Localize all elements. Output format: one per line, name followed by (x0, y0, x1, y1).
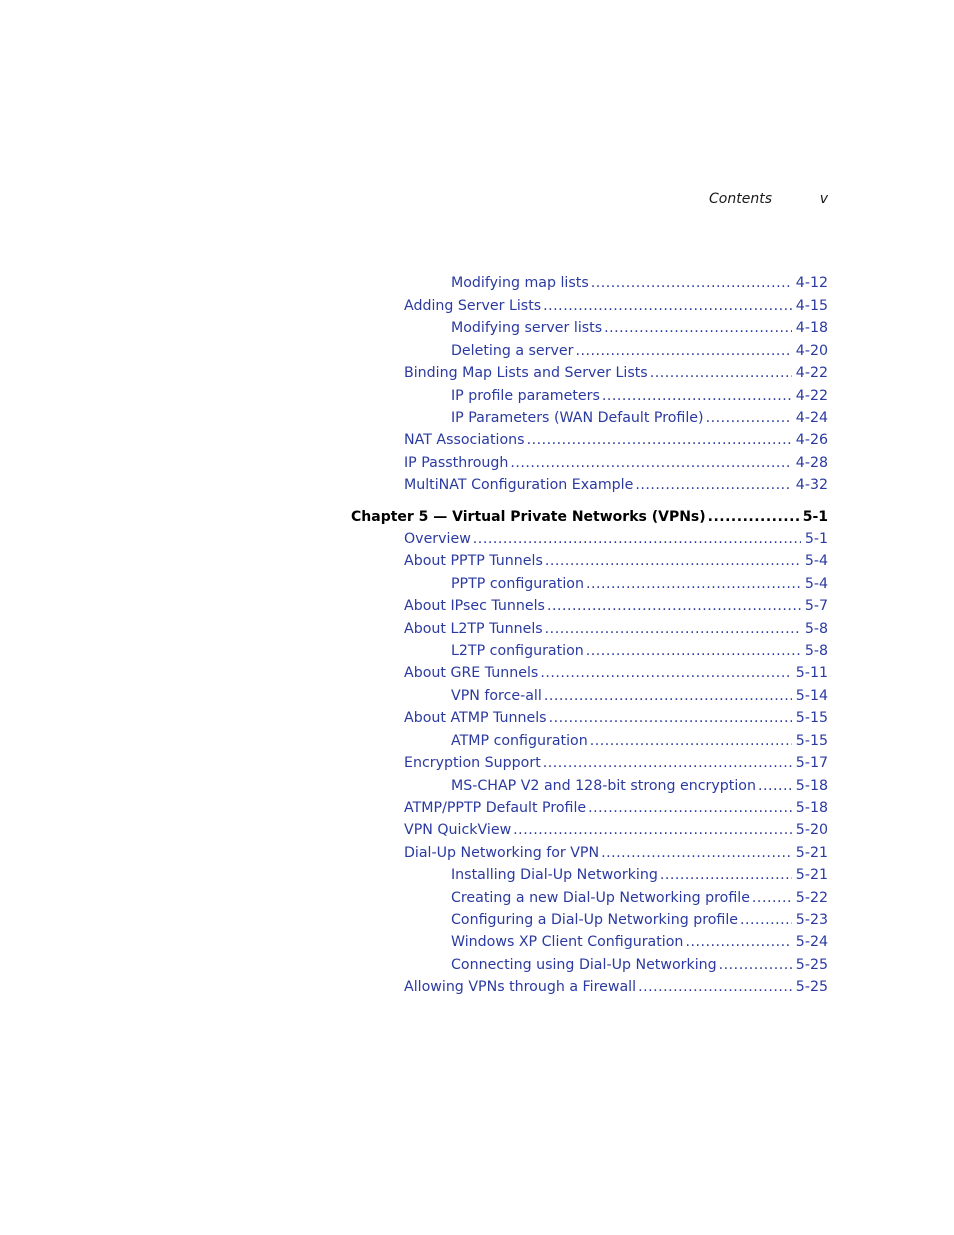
toc-entry[interactable] (404, 298, 828, 318)
toc-entry-title: ATMP configuration (451, 733, 588, 749)
toc-entry-page: 5-23 (795, 912, 828, 928)
toc-entry-page: 5-8 (804, 643, 828, 659)
toc-entry[interactable] (451, 733, 828, 753)
toc-entry[interactable] (404, 665, 828, 685)
toc-leader-dots (650, 365, 792, 381)
toc-leader-dots (549, 710, 792, 726)
running-header-title: Contents (709, 191, 772, 207)
toc-leader-dots (591, 275, 792, 291)
toc-entry[interactable] (404, 365, 828, 385)
toc-entry-page: 4-22 (795, 365, 828, 381)
toc-leader-dots (510, 455, 791, 471)
toc-entry-title: Installing Dial-Up Networking (451, 867, 658, 883)
toc-entry[interactable] (404, 800, 828, 820)
toc-leader-dots (638, 979, 792, 995)
toc-entry-page: 5-7 (804, 598, 828, 614)
toc-entry[interactable] (451, 912, 828, 932)
toc-leader-dots (544, 688, 792, 704)
toc-entry[interactable] (404, 755, 828, 775)
toc-entry-page: 5-15 (795, 733, 828, 749)
toc-entry-page: 4-22 (795, 388, 828, 404)
toc-entry-title: About PPTP Tunnels (404, 553, 543, 569)
toc-entry-page: 4-26 (795, 432, 828, 448)
toc-entry[interactable] (451, 867, 828, 887)
toc-entry-title: About ATMP Tunnels (404, 710, 547, 726)
toc-entry-page: 5-8 (804, 621, 828, 637)
toc-entry-page: 4-12 (795, 275, 828, 291)
toc-entry-page: 5-20 (795, 822, 828, 838)
toc-leader-dots (513, 822, 792, 838)
toc-entry-page: 4-18 (795, 320, 828, 336)
toc-chapter-title: Chapter 5 — Virtual Private Networks (VPNs) (351, 509, 706, 525)
toc-leader-dots (660, 867, 792, 883)
toc-entry-title: IP Passthrough (404, 455, 509, 471)
toc-entry-title: Deleting a server (451, 343, 574, 359)
toc-leader-dots (545, 621, 801, 637)
toc-entry[interactable] (404, 432, 828, 452)
toc-entry-page: 5-4 (804, 553, 828, 569)
toc-entry-page: 5-25 (795, 957, 828, 973)
toc-entry-title: Connecting using Dial-Up Networking (451, 957, 717, 973)
toc-entry-page: 5-24 (795, 934, 828, 950)
toc-chapter-page: 5-1 (802, 509, 828, 525)
toc-entry[interactable] (451, 778, 828, 798)
toc-leader-dots (543, 755, 792, 771)
toc-entry[interactable] (451, 576, 828, 596)
toc-entry-title: NAT Associations (404, 432, 525, 448)
toc-leader-dots (706, 410, 792, 426)
toc-entry[interactable] (404, 531, 828, 551)
toc-entry[interactable] (451, 643, 828, 663)
toc-leader-dots (708, 509, 802, 525)
toc-entry-title: Encryption Support (404, 755, 541, 771)
toc-entry-title: About IPsec Tunnels (404, 598, 545, 614)
toc-entry[interactable] (451, 957, 828, 977)
toc-entry-title: IP Parameters (WAN Default Profile) (451, 410, 704, 426)
toc-leader-dots (604, 320, 792, 336)
toc-entry[interactable] (451, 343, 828, 363)
toc-entry[interactable] (451, 388, 828, 408)
toc-entry[interactable] (451, 890, 828, 910)
toc-entry-title: PPTP configuration (451, 576, 584, 592)
toc-leader-dots (685, 934, 791, 950)
running-header-page-number: v (819, 191, 828, 207)
toc-entry-page: 5-15 (795, 710, 828, 726)
toc-entry-title: About L2TP Tunnels (404, 621, 543, 637)
toc-entry[interactable] (451, 688, 828, 708)
toc-entry[interactable] (404, 455, 828, 475)
toc-entry-title: L2TP configuration (451, 643, 584, 659)
toc-entry-title: Allowing VPNs through a Firewall (404, 979, 637, 995)
toc-entry-page: 5-4 (804, 576, 828, 592)
toc-entry-title: About GRE Tunnels (404, 665, 539, 681)
toc-entry[interactable] (404, 979, 828, 999)
toc-entry[interactable] (404, 845, 828, 865)
toc-entry-page: 5-17 (795, 755, 828, 771)
toc-entry-page: 4-15 (795, 298, 828, 314)
toc-entry-title: VPN QuickView (404, 822, 512, 838)
toc-entry-title: Modifying map lists (451, 275, 589, 291)
toc-entry-title: Windows XP Client Configuration (451, 934, 684, 950)
toc-leader-dots (547, 598, 801, 614)
toc-entry[interactable] (451, 934, 828, 954)
toc-entry-page: 4-20 (795, 343, 828, 359)
toc-entry-title: VPN force-all (451, 688, 542, 704)
toc-entry[interactable] (404, 598, 828, 618)
toc-entry-page: 4-32 (795, 477, 828, 493)
toc-entry-title: MultiNAT Configuration Example (404, 477, 634, 493)
toc-entry[interactable] (451, 320, 828, 340)
toc-leader-dots (602, 388, 792, 404)
toc-leader-dots (543, 298, 792, 314)
toc-entry-page: 4-24 (795, 410, 828, 426)
toc-leader-dots (575, 343, 791, 359)
toc-entry-page: 5-21 (795, 845, 828, 861)
toc-chapter-heading[interactable] (351, 509, 828, 529)
toc-entry-page: 5-14 (795, 688, 828, 704)
toc-leader-dots (473, 531, 801, 547)
toc-entry-page: 4-28 (795, 455, 828, 471)
toc-entry-title: Adding Server Lists (404, 298, 542, 314)
toc-leader-dots (740, 912, 792, 928)
toc-entry-title: Modifying server lists (451, 320, 603, 336)
toc-entry[interactable] (451, 410, 828, 430)
toc-leader-dots (588, 800, 792, 816)
toc-leader-dots (635, 477, 791, 493)
toc-entry-page: 5-18 (795, 800, 828, 816)
toc-entry-page: 5-21 (795, 867, 828, 883)
toc-entry[interactable] (404, 553, 828, 573)
toc-entry-page: 5-22 (795, 890, 828, 906)
toc-entry[interactable] (404, 621, 828, 641)
toc-entry-page: 5-18 (795, 778, 828, 794)
toc-leader-dots (601, 845, 792, 861)
toc-entry-title: IP profile parameters (451, 388, 600, 404)
toc-entry-title: Overview (404, 531, 471, 547)
toc-entry-title: MS-CHAP V2 and 128-bit strong encryption (451, 778, 756, 794)
toc-leader-dots (719, 957, 792, 973)
toc-entry-page: 5-25 (795, 979, 828, 995)
toc-leader-dots (752, 890, 792, 906)
toc-entry[interactable] (404, 477, 828, 497)
toc-entry-title: Binding Map Lists and Server Lists (404, 365, 648, 381)
toc-entry-title: Creating a new Dial-Up Networking profile (451, 890, 750, 906)
toc-leader-dots (527, 432, 792, 448)
toc-entry-title: Dial-Up Networking for VPN (404, 845, 600, 861)
toc-entry-title: ATMP/PPTP Default Profile (404, 800, 587, 816)
toc-entry-title: Configuring a Dial-Up Networking profile (451, 912, 739, 928)
toc-entry-page: 5-11 (795, 665, 828, 681)
toc-entry[interactable] (451, 275, 828, 295)
toc-leader-dots (590, 733, 792, 749)
toc-leader-dots (586, 643, 801, 659)
toc-entry[interactable] (404, 710, 828, 730)
toc-leader-dots (758, 778, 792, 794)
toc-leader-dots (540, 665, 791, 681)
toc-entry-page: 5-1 (804, 531, 828, 547)
toc-entry[interactable] (404, 822, 828, 842)
toc-leader-dots (586, 576, 801, 592)
toc-leader-dots (545, 553, 801, 569)
